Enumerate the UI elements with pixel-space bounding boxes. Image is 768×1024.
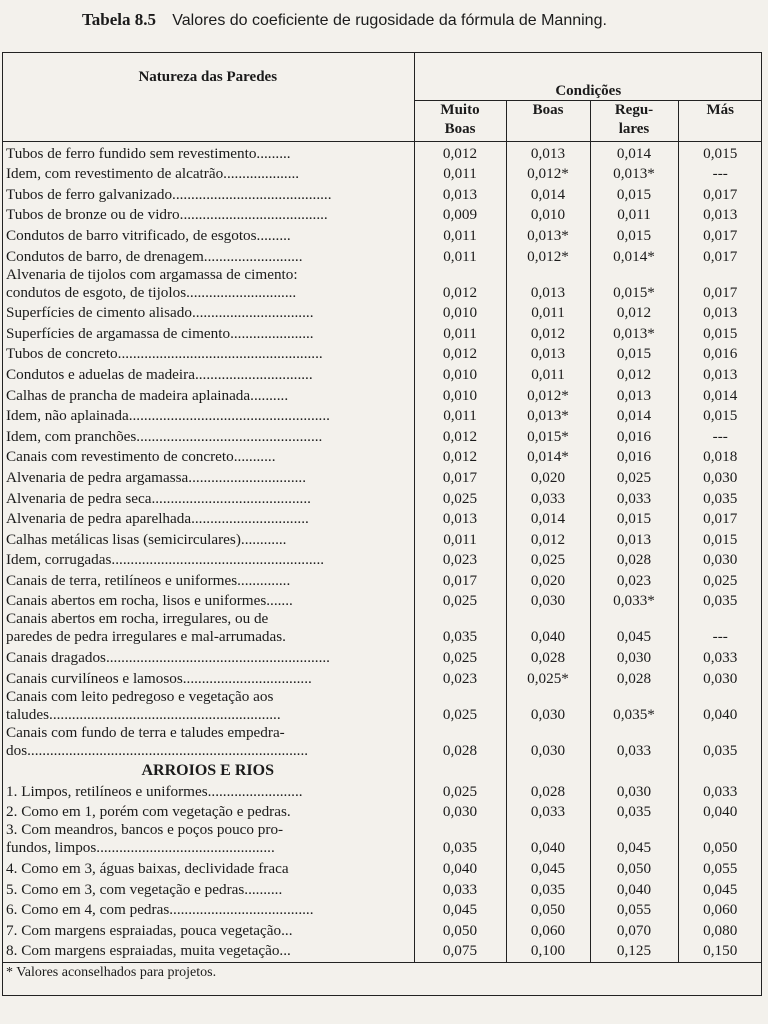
row-value: ---	[712, 165, 728, 183]
row-value: 0,050	[506, 899, 590, 920]
column-header-natureza: Natureza das Paredes	[2, 52, 414, 142]
row-value: 0,035	[703, 741, 738, 759]
table-row	[2, 857, 762, 878]
table-row	[2, 549, 762, 570]
row-value: 0,023	[414, 549, 506, 570]
empty-cell	[678, 760, 762, 781]
manning-coefficient-table	[2, 52, 762, 982]
row-label-line: Idem, corrugadas........................................................	[6, 551, 325, 569]
row-value: ---	[712, 427, 728, 445]
row-value: 0,015	[590, 183, 678, 204]
footnote: * Valores aconselhados para projetos.	[2, 963, 762, 983]
row-value: 0,009	[414, 204, 506, 225]
row-value: 0,035	[703, 592, 738, 610]
row-label-line: Calhas de prancha de madeira aplainada..........	[6, 386, 289, 404]
row-value: 0,013	[590, 384, 678, 405]
row-label-line: Alvenaria de pedra seca..........................................	[6, 489, 311, 507]
row-label	[2, 466, 414, 487]
row-label	[2, 508, 414, 529]
row-label-line: 8. Com margens espraiadas, muita vegetação...	[6, 942, 291, 960]
row-label	[2, 363, 414, 384]
row-value: 0,025	[414, 780, 506, 801]
row-value: 0,028	[590, 667, 678, 688]
header-line: Boas	[444, 121, 476, 137]
row-value: 0,015	[703, 530, 738, 548]
table-row	[2, 343, 762, 364]
table-row	[2, 590, 762, 611]
column-header-muito-boas	[414, 101, 506, 142]
row-label	[2, 857, 414, 878]
row-label-line: Alvenaria de pedra argamassa...............................	[6, 468, 307, 486]
row-value: 0,050	[414, 919, 506, 940]
row-label	[2, 667, 414, 688]
empty-cell	[414, 760, 506, 781]
table-row	[2, 405, 762, 426]
row-value: 0,030	[590, 780, 678, 801]
table-row	[2, 919, 762, 940]
row-value: 0,012	[506, 322, 590, 343]
row-value: 0,033	[590, 487, 678, 508]
table-number: Tabela 8.5	[82, 10, 157, 29]
row-value: 0,030	[506, 688, 590, 724]
row-value: 0,060	[703, 901, 738, 919]
row-label	[2, 302, 414, 323]
table-row	[2, 667, 762, 688]
table-row	[2, 724, 762, 760]
row-value: 0,050	[590, 857, 678, 878]
row-value: 0,015	[703, 407, 738, 425]
table-row	[2, 801, 762, 822]
row-value: 0,025	[414, 646, 506, 667]
row-label	[2, 724, 414, 760]
row-value: 0,015	[590, 508, 678, 529]
row-value: ---	[712, 628, 728, 646]
row-label	[2, 343, 414, 364]
row-label-line: Canais com revestimento de concreto...........	[6, 448, 276, 466]
row-label-line: Alvenaria de pedra aparelhada...............................	[6, 510, 309, 528]
row-value: 0,016	[703, 345, 738, 363]
row-value: 0,014*	[590, 245, 678, 266]
column-group-condicoes: Condições	[555, 83, 622, 99]
row-label-line: Tubos de bronze ou de vidro.......................................	[6, 206, 328, 224]
row-value: 0,075	[414, 940, 506, 963]
row-value: 0,035	[414, 821, 506, 857]
table-row	[2, 142, 762, 163]
table-row	[2, 245, 762, 266]
row-label	[2, 590, 414, 611]
row-value: 0,045	[414, 899, 506, 920]
row-label-line: Canais de terra, retilíneos e uniformes..............	[6, 571, 291, 589]
table-row	[2, 487, 762, 508]
row-value: 0,011	[506, 302, 590, 323]
row-value: 0,040	[506, 821, 590, 857]
row-value: 0,011	[590, 204, 678, 225]
row-label-line: Idem, com revestimento de alcatrão....................	[6, 165, 300, 183]
row-value: 0,028	[590, 549, 678, 570]
row-value: 0,011	[414, 163, 506, 184]
table-row	[2, 610, 762, 646]
empty-cell	[506, 760, 590, 781]
row-value: 0,016	[590, 425, 678, 446]
row-label	[2, 163, 414, 184]
row-label	[2, 821, 414, 857]
row-value: 0,045	[703, 880, 738, 898]
row-value: 0,014*	[506, 446, 590, 467]
row-value: 0,035*	[590, 688, 678, 724]
row-label	[2, 245, 414, 266]
column-header-regulares	[590, 101, 678, 142]
row-value: 0,013	[590, 528, 678, 549]
row-label-line: taludes.............................................................	[6, 705, 281, 723]
row-label-line: Idem, com pranchões.................................................	[6, 427, 323, 445]
row-value: 0,011	[414, 322, 506, 343]
row-value: 0,017	[414, 569, 506, 590]
row-value: 0,012	[506, 528, 590, 549]
row-value: 0,010	[414, 384, 506, 405]
row-value: 0,012	[414, 142, 506, 163]
row-value: 0,125	[590, 940, 678, 963]
section-row	[2, 760, 762, 781]
row-label	[2, 322, 414, 343]
header-line: Más	[706, 102, 734, 118]
row-value: 0,030	[414, 801, 506, 822]
row-value: 0,025	[703, 571, 738, 589]
row-label	[2, 940, 414, 963]
row-value: 0,013	[506, 266, 590, 302]
row-value: 0,025	[590, 466, 678, 487]
row-value: 0,013	[506, 343, 590, 364]
table-row	[2, 163, 762, 184]
row-value: 0,012	[590, 363, 678, 384]
table-row	[2, 821, 762, 857]
row-label-line: Alvenaria de tijolos com argamassa de cimento:	[6, 265, 298, 283]
row-value: 0,013*	[590, 163, 678, 184]
row-value: 0,015	[590, 343, 678, 364]
row-label	[2, 405, 414, 426]
row-label-line: Tubos de ferro fundido sem revestimento.........	[6, 144, 291, 162]
header-line: Regu-	[614, 102, 654, 118]
row-value: 0,020	[506, 569, 590, 590]
row-value: 0,023	[590, 569, 678, 590]
row-label-line: Canais com leito pedregoso e vegetação aos	[6, 687, 274, 705]
row-label	[2, 688, 414, 724]
row-value: 0,014	[590, 142, 678, 163]
row-label	[2, 142, 414, 163]
row-value: 0,055	[590, 899, 678, 920]
row-value: 0,013*	[590, 322, 678, 343]
row-value: 0,040	[703, 803, 738, 821]
footnote-row	[2, 963, 762, 983]
row-value: 0,040	[414, 857, 506, 878]
table-row	[2, 466, 762, 487]
row-value: 0,060	[506, 919, 590, 940]
table-row	[2, 780, 762, 801]
row-value: 0,015	[590, 224, 678, 245]
row-value: 0,013	[414, 183, 506, 204]
row-value: 0,013	[414, 508, 506, 529]
row-value: 0,033	[506, 487, 590, 508]
row-label-line: Canais curvilíneos e lamosos..................................	[6, 669, 312, 687]
row-value: 0,012*	[506, 384, 590, 405]
row-value: 0,011	[414, 528, 506, 549]
row-value: 0,033	[703, 782, 738, 800]
row-value: 0,045	[590, 610, 678, 646]
table-row	[2, 363, 762, 384]
row-value: 0,017	[703, 185, 738, 203]
row-value: 0,014	[590, 405, 678, 426]
row-value: 0,035	[703, 489, 738, 507]
row-value: 0,033	[414, 878, 506, 899]
row-label-line: condutos de esgoto, de tijolos.............................	[6, 283, 297, 301]
row-label	[2, 646, 414, 667]
row-label-line: Canais com fundo de terra e taludes empedra-	[6, 723, 285, 741]
row-value: 0,025	[414, 590, 506, 611]
row-label-line: Condutos e aduelas de madeira...............................	[6, 365, 313, 383]
row-value: 0,012	[414, 425, 506, 446]
row-value: 0,011	[414, 224, 506, 245]
row-value: 0,030	[590, 646, 678, 667]
row-value: 0,015*	[506, 425, 590, 446]
row-label-line: Calhas metálicas lisas (semicirculares)............	[6, 530, 287, 548]
table-row	[2, 425, 762, 446]
row-value: 0,013	[703, 206, 738, 224]
row-value: 0,014	[506, 508, 590, 529]
row-label	[2, 919, 414, 940]
row-label-line: dos..........................................................................	[6, 741, 309, 759]
row-value: 0,055	[703, 860, 738, 878]
table-row	[2, 646, 762, 667]
row-value: 0,028	[506, 780, 590, 801]
row-label-line: Superfícies de cimento alisado................................	[6, 304, 314, 322]
row-value: 0,015*	[590, 266, 678, 302]
row-value: 0,040	[506, 610, 590, 646]
row-value: 0,025	[414, 688, 506, 724]
row-value: 0,012	[590, 302, 678, 323]
row-value: 0,020	[506, 466, 590, 487]
row-value: 0,035	[414, 610, 506, 646]
header-line: Muito	[440, 102, 480, 118]
row-label-line: 2. Como em 1, porém com vegetação e pedras.	[6, 803, 291, 821]
row-label	[2, 446, 414, 467]
row-label-line: Condutos de barro, de drenagem..........................	[6, 247, 303, 265]
row-value: 0,010	[506, 204, 590, 225]
row-value: 0,030	[703, 551, 738, 569]
row-label	[2, 425, 414, 446]
table-row	[2, 528, 762, 549]
row-label-line: Idem, não aplainada.....................................................	[6, 407, 330, 425]
table-title: Valores do coeficiente de rugosidade da fórmula de Manning.	[172, 12, 607, 29]
row-label-line: 5. Como em 3, com vegetação e pedras..........	[6, 880, 283, 898]
row-label-line: Superfícies de argamassa de cimento......................	[6, 324, 314, 342]
row-label-line: fundos, limpos...............................................	[6, 839, 275, 857]
row-value: 0,016	[590, 446, 678, 467]
header-line: Boas	[532, 102, 564, 118]
row-value: 0,033*	[590, 590, 678, 611]
table-row	[2, 508, 762, 529]
table-row	[2, 302, 762, 323]
row-label	[2, 266, 414, 302]
row-value: 0,011	[414, 405, 506, 426]
row-value: 0,015	[703, 144, 738, 162]
row-label	[2, 780, 414, 801]
table-row	[2, 204, 762, 225]
row-value: 0,017	[414, 466, 506, 487]
row-value: 0,070	[590, 919, 678, 940]
row-value: 0,017	[703, 226, 738, 244]
row-label-line: Canais abertos em rocha, irregulares, ou de	[6, 610, 269, 628]
row-label-line: Canais dragados...........................................................	[6, 649, 330, 667]
table-row	[2, 322, 762, 343]
row-value: 0,012	[414, 343, 506, 364]
row-label	[2, 569, 414, 590]
row-value: 0,028	[506, 646, 590, 667]
row-label	[2, 224, 414, 245]
row-value: 0,035	[590, 801, 678, 822]
row-value: 0,025	[506, 549, 590, 570]
row-value: 0,033	[506, 801, 590, 822]
row-value: 0,035	[506, 878, 590, 899]
row-value: 0,013*	[506, 405, 590, 426]
row-value: 0,013	[506, 142, 590, 163]
row-label	[2, 801, 414, 822]
row-value: 0,080	[703, 921, 738, 939]
row-label-line: Tubos de ferro galvanizado..........................................	[6, 185, 332, 203]
row-label-line: 1. Limpos, retilíneos e uniformes.........................	[6, 782, 303, 800]
row-value: 0,030	[703, 669, 738, 687]
row-value: 0,012	[414, 446, 506, 467]
row-value: 0,017	[703, 510, 738, 528]
row-value: 0,025*	[506, 667, 590, 688]
row-value: 0,010	[414, 302, 506, 323]
row-value: 0,012	[414, 266, 506, 302]
section-title: ARROIOS E RIOS	[2, 760, 414, 781]
header-line: lares	[618, 121, 650, 137]
row-value: 0,045	[506, 857, 590, 878]
row-label-line: Condutos de barro vitrificado, de esgotos.........	[6, 226, 291, 244]
row-label	[2, 878, 414, 899]
row-label-line: 4. Como em 3, águas baixas, declividade fraca	[6, 860, 289, 878]
row-value: 0,023	[414, 667, 506, 688]
row-label-line: Canais abertos em rocha, lisos e uniformes.......	[6, 592, 293, 610]
row-label	[2, 528, 414, 549]
table-row	[2, 940, 762, 963]
row-value: 0,013	[703, 304, 738, 322]
row-label-line: paredes de pedra irregulares e mal-arrumadas.	[6, 628, 286, 646]
row-label-line: 3. Com meandros, bancos e poços pouco pro-	[6, 821, 284, 839]
row-label-line: Tubos de concreto......................................................	[6, 345, 323, 363]
row-value: 0,012*	[506, 163, 590, 184]
row-label-line: 6. Como em 4, com pedras......................................	[6, 901, 314, 919]
row-value: 0,015	[703, 324, 738, 342]
row-value: 0,013*	[506, 224, 590, 245]
row-value: 0,011	[506, 363, 590, 384]
column-header-mas	[678, 101, 762, 142]
table-row	[2, 266, 762, 302]
row-value: 0,030	[506, 724, 590, 760]
table-row	[2, 569, 762, 590]
row-value: 0,100	[506, 940, 590, 963]
row-value: 0,017	[703, 247, 738, 265]
row-value: 0,045	[590, 821, 678, 857]
empty-cell	[590, 760, 678, 781]
table-row	[2, 183, 762, 204]
table-caption	[82, 10, 607, 30]
row-value: 0,013	[703, 365, 738, 383]
row-label	[2, 183, 414, 204]
table-row	[2, 224, 762, 245]
row-value: 0,150	[703, 942, 738, 960]
row-value: 0,050	[703, 839, 738, 857]
row-value: 0,014	[703, 386, 738, 404]
row-label	[2, 487, 414, 508]
column-header-boas	[506, 101, 590, 142]
row-label	[2, 204, 414, 225]
row-value: 0,028	[414, 724, 506, 760]
row-value: 0,017	[703, 283, 738, 301]
row-value: 0,033	[590, 724, 678, 760]
row-value: 0,030	[506, 590, 590, 611]
row-value: 0,025	[414, 487, 506, 508]
table-row	[2, 446, 762, 467]
row-label-line: 7. Com margens espraiadas, pouca vegetação...	[6, 921, 293, 939]
row-value: 0,014	[506, 183, 590, 204]
row-value: 0,018	[703, 448, 738, 466]
row-value: 0,040	[590, 878, 678, 899]
table-row	[2, 878, 762, 899]
row-value: 0,030	[703, 468, 738, 486]
table-row	[2, 688, 762, 724]
row-value: 0,033	[703, 649, 738, 667]
row-value: 0,011	[414, 245, 506, 266]
row-label	[2, 610, 414, 646]
row-label	[2, 899, 414, 920]
row-value: 0,010	[414, 363, 506, 384]
row-label	[2, 549, 414, 570]
row-value: 0,040	[703, 705, 738, 723]
row-value: 0,012*	[506, 245, 590, 266]
table-row	[2, 384, 762, 405]
table-row	[2, 899, 762, 920]
row-label	[2, 384, 414, 405]
